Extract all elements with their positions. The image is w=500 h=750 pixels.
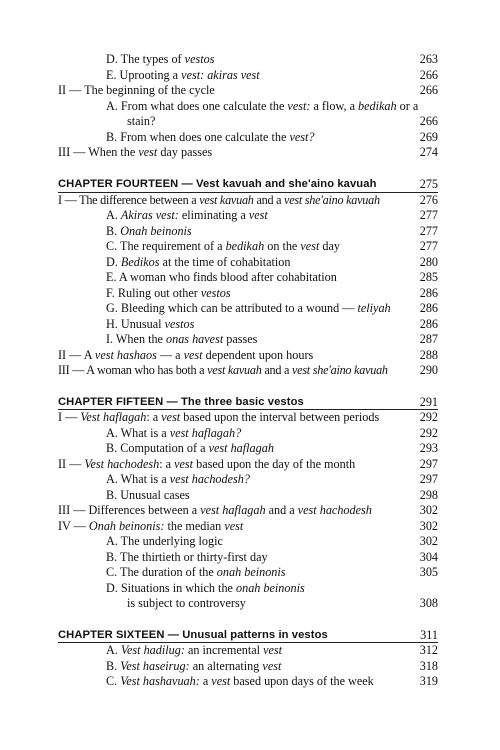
entry-text: II — A: [58, 348, 95, 362]
page-number: 276: [419, 193, 438, 207]
toc-entry: [58, 238, 438, 255]
italic-term: vest she'aino kavuah: [292, 363, 388, 377]
entry-title: [58, 502, 372, 519]
toc-entry: [58, 207, 438, 224]
toc-entry: [58, 440, 438, 457]
italic-term: vest hachodesh: [297, 503, 372, 517]
page-number: 274: [419, 145, 438, 159]
entry-text: A.: [106, 208, 121, 222]
italic-term: vest haflagah: [208, 441, 274, 455]
entry-text: A.: [106, 643, 121, 657]
entry-title: [127, 113, 155, 130]
italic-term: vest kavuah: [199, 193, 254, 207]
entry-text: A. What is a: [106, 472, 170, 486]
page-number: 292: [419, 426, 438, 440]
entry-text: the median: [164, 519, 225, 533]
toc-entry: [58, 564, 438, 581]
italic-term: vest: [263, 643, 283, 657]
page-number: 280: [419, 255, 438, 269]
entry-text: D.: [106, 255, 121, 269]
entry-text: and a: [261, 363, 292, 377]
entry-text: dependent upon hours: [202, 348, 314, 362]
page-number: 288: [419, 348, 438, 362]
toc-entry: [58, 502, 438, 519]
italic-term: vestos: [164, 317, 195, 331]
italic-term: vest:: [287, 99, 311, 113]
entry-title: [58, 144, 212, 161]
entry-title: [106, 51, 214, 68]
toc-entry: [58, 471, 438, 488]
page-number: 286: [419, 286, 438, 300]
italic-term: Onah beinonis: [120, 224, 192, 238]
page-number: 285: [419, 270, 438, 284]
entry-text: IV —: [58, 519, 89, 533]
entry-text: B. From when does one calculate the: [106, 130, 290, 144]
page-number: 269: [419, 130, 438, 144]
entry-text: I —: [58, 410, 81, 424]
page-number: 277: [419, 208, 438, 222]
entry-text: A. From what does one calculate the: [106, 99, 288, 113]
toc-entry: [58, 331, 438, 348]
toc-entry: [58, 595, 438, 612]
entry-text: CHAPTER FOURTEEN — Vest kavuah and she'aino kavuah: [58, 178, 377, 190]
page-number: 287: [419, 332, 438, 346]
page-number: 318: [419, 659, 438, 673]
entry-title: [106, 207, 268, 224]
entry-text: stain?: [127, 114, 156, 128]
italic-term: vest: [183, 348, 203, 362]
entry-text: C.: [106, 674, 121, 688]
entry-text: : a: [159, 457, 175, 471]
entry-text: on the: [264, 239, 301, 253]
entry-text: a: [199, 674, 212, 688]
page-number: 304: [419, 550, 438, 564]
chapter-heading: [58, 176, 438, 193]
entry-title: [106, 269, 337, 286]
entry-title: [106, 300, 391, 317]
page-number: 297: [419, 472, 438, 486]
entry-text: E. A woman who finds blood after cohabitation: [106, 270, 337, 284]
entry-text: and a: [265, 503, 298, 517]
italic-term: Akiras vest:: [120, 208, 179, 222]
entry-text: C. The requirement of a: [106, 239, 226, 253]
toc-entry: [58, 144, 438, 161]
entry-text: B. Computation of a: [106, 441, 209, 455]
italic-term: vest kavuah: [207, 363, 262, 377]
italic-term: vest: [248, 208, 268, 222]
entry-text: or a: [396, 99, 419, 113]
page-number: 291: [419, 395, 438, 409]
page-number: 312: [419, 643, 438, 657]
entry-text: A. The underlying logic: [106, 534, 223, 548]
entry-text: II — The beginning of the cycle: [58, 83, 215, 97]
page-number: 286: [419, 317, 438, 331]
entry-text: B.: [106, 659, 121, 673]
entry-text: II —: [58, 457, 85, 471]
italic-term: vest: [161, 410, 181, 424]
italic-term: vest?: [289, 130, 315, 144]
entry-text: I — The difference between a: [58, 193, 200, 207]
italic-term: vest: [300, 239, 320, 253]
page-number: 302: [419, 519, 438, 533]
entry-title: [58, 409, 379, 426]
italic-term: teliyah: [357, 301, 391, 315]
chapter-title: [58, 176, 377, 193]
italic-term: vest she'aino kavuah: [284, 193, 380, 207]
entry-text: a flow, a: [310, 99, 359, 113]
page-number: 302: [419, 503, 438, 517]
page-number: 266: [419, 114, 438, 128]
entry-text: an alternating: [189, 659, 263, 673]
italic-term: Vest haflagah: [80, 410, 147, 424]
entry-text: CHAPTER FIFTEEN — The three basic vestos: [58, 396, 304, 408]
italic-term: vest: [174, 457, 194, 471]
entry-text: — a: [156, 348, 184, 362]
italic-term: onah beinonis: [216, 565, 286, 579]
page-number: 292: [419, 410, 438, 424]
page-number: 293: [419, 441, 438, 455]
italic-term: Vest haseirug:: [120, 659, 190, 673]
entry-text: is subject to controversy: [127, 596, 246, 610]
italic-term: vest: [224, 519, 244, 533]
entry-title: [58, 362, 388, 379]
italic-term: vest haflagah: [200, 503, 266, 517]
entry-text: F. Ruling out other: [106, 286, 201, 300]
toc-entry: [58, 362, 438, 379]
italic-term: vestos: [184, 52, 215, 66]
italic-term: onah beinonis: [236, 581, 305, 595]
entry-text: at the time of cohabitation: [159, 255, 291, 269]
entry-text: CHAPTER SIXTEEN — Unusual patterns in vestos: [58, 629, 328, 641]
page-number: 286: [419, 301, 438, 315]
entry-title: [106, 642, 282, 659]
toc-entry: [58, 673, 438, 690]
toc-entry: [58, 82, 438, 99]
entry-text: D. The types of: [106, 52, 185, 66]
entry-title: [106, 471, 250, 488]
entry-text: G. Bleeding which can be attributed to a wound —: [106, 301, 358, 315]
entry-text: passes: [223, 332, 258, 346]
toc-entry: [58, 300, 438, 317]
entry-text: an incremental: [184, 643, 264, 657]
entry-title: [106, 533, 223, 550]
italic-term: onas havest: [166, 332, 224, 346]
page-number: 263: [419, 52, 438, 66]
page-number: 297: [419, 457, 438, 471]
toc-entry: [58, 642, 438, 659]
entry-title: [106, 331, 257, 348]
entry-text: eliminating a: [178, 208, 249, 222]
italic-term: vest: [262, 659, 282, 673]
page-number: 319: [419, 674, 438, 688]
entry-text: A. What is a: [106, 426, 170, 440]
toc-entry: [58, 113, 438, 130]
page-number: 290: [419, 363, 438, 377]
entry-title: [106, 673, 374, 690]
entry-title: [106, 564, 286, 581]
italic-term: vest haflagah?: [169, 426, 242, 440]
entry-text: III — When the: [58, 145, 139, 159]
italic-term: Bedikos: [120, 255, 160, 269]
page-number: 277: [419, 224, 438, 238]
page-number: 277: [419, 239, 438, 253]
page-number: 266: [419, 83, 438, 97]
entry-title: [127, 595, 246, 612]
page-number: 302: [419, 534, 438, 548]
italic-term: Vest hachodesh: [84, 457, 160, 471]
entry-text: based upon the interval between periods: [180, 410, 380, 424]
entry-text: III — Differences between a: [58, 503, 201, 517]
italic-term: vest hachodesh?: [169, 472, 250, 486]
page-number: 308: [419, 596, 438, 610]
italic-term: Vest hashavuah:: [120, 674, 200, 688]
entry-text: based upon days of the week: [230, 674, 374, 688]
toc-entry: [58, 269, 438, 286]
italic-term: Vest hadilug:: [120, 643, 185, 657]
page-number: 275: [419, 177, 438, 191]
entry-text: : a: [146, 410, 162, 424]
entry-text: and a: [253, 193, 285, 207]
entry-text: E. Uprooting a: [106, 68, 182, 82]
entry-title: [58, 82, 215, 99]
toc-entry: [58, 409, 438, 426]
italic-term: vest: akiras vest: [181, 68, 260, 82]
page-number: 311: [420, 628, 438, 642]
entry-text: III — A woman who has both a: [58, 363, 208, 377]
italic-term: vest hashaos: [94, 348, 157, 362]
entry-title: [106, 238, 340, 255]
page-number: 266: [419, 68, 438, 82]
italic-term: bedikah: [358, 99, 397, 113]
page-number: 305: [419, 565, 438, 579]
italic-term: Onah beinonis:: [88, 519, 165, 533]
toc-entry: [58, 533, 438, 550]
entry-text: C. The duration of the: [106, 565, 217, 579]
entry-text: I. When the: [106, 332, 167, 346]
italic-term: bedikah: [225, 239, 265, 253]
entry-title: [106, 440, 274, 457]
italic-term: vestos: [200, 286, 231, 300]
italic-term: vest: [138, 145, 158, 159]
entry-text: H. Unusual: [106, 317, 165, 331]
entry-text: B. The thirtieth or thirty-first day: [106, 550, 268, 564]
entry-text: B. Unusual cases: [106, 488, 190, 502]
entry-text: day passes: [157, 145, 213, 159]
entry-text: day: [319, 239, 340, 253]
entry-text: B.: [106, 224, 121, 238]
entry-text: D. Situations in which the: [106, 581, 236, 595]
italic-term: vest: [211, 674, 231, 688]
page-number: 298: [419, 488, 438, 502]
entry-text: based upon the day of the month: [193, 457, 356, 471]
toc-entry: [58, 51, 438, 68]
